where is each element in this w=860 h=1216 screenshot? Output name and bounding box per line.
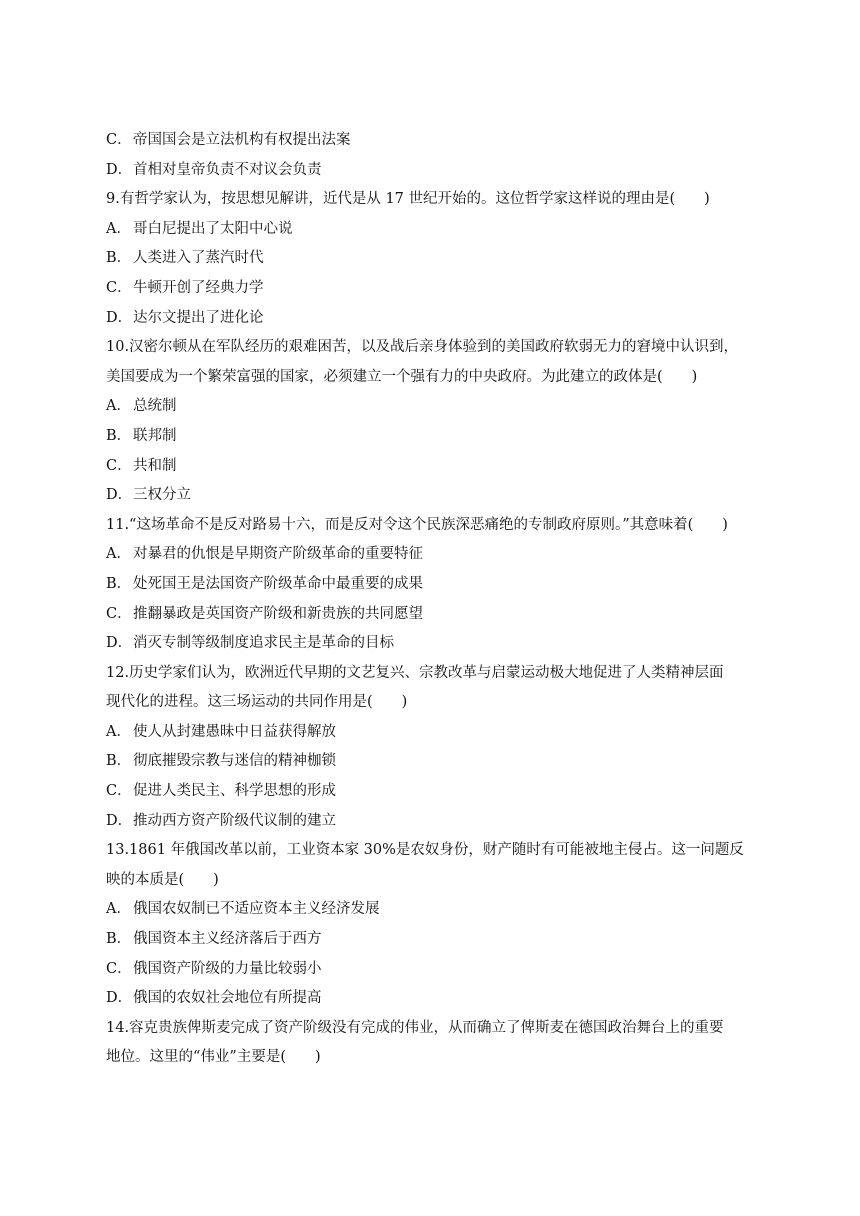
question-stem <box>106 333 762 392</box>
option-letter: C． <box>106 605 132 622</box>
option-text: 彻底摧毁宗教与迷信的精神枷锁 <box>133 753 336 770</box>
option-letter: A． <box>106 723 131 740</box>
question-text-line: 13.1861 年俄国改革以前，工业资本家 30%是农奴身份，财产随时有可能被地主侵占。这一问题反 <box>106 842 744 859</box>
answer-option <box>106 540 762 570</box>
option-text: 达尔文提出了进化论 <box>133 309 264 326</box>
answer-option <box>106 718 762 748</box>
option-letter: B． <box>106 931 132 948</box>
option-text: 人类进入了蒸汽时代 <box>133 250 264 267</box>
option-letter: A． <box>106 546 131 563</box>
option-letter: A． <box>106 220 131 237</box>
option-letter: D． <box>106 635 133 652</box>
option-letter: B． <box>106 250 132 267</box>
answer-option <box>106 925 762 955</box>
answer-option <box>106 570 762 600</box>
answer-option <box>106 126 762 156</box>
answer-option <box>106 984 762 1014</box>
option-letter: B． <box>106 427 132 444</box>
answer-option <box>106 807 762 837</box>
option-text: 帝国国会是立法机构有权提出法案 <box>133 132 351 148</box>
option-text: 俄国的农奴社会地位有所提高 <box>133 990 322 1007</box>
option-text: 共和制 <box>133 457 177 474</box>
option-letter: C． <box>106 960 132 977</box>
option-text: 牛顿开创了经典力学 <box>133 279 264 296</box>
question-stem <box>106 185 762 215</box>
option-text: 总统制 <box>133 398 177 415</box>
answer-option <box>106 304 762 334</box>
option-text: 对暴君的仇恨是早期资产阶级革命的重要特征 <box>133 546 423 563</box>
answer-option <box>106 274 762 304</box>
question-text-line: 11.“这场革命不是反对路易十六，而是反对令这个民族深恶痛绝的专制政府原则。”其意味着( ) <box>106 516 728 533</box>
option-letter: D． <box>106 309 133 326</box>
answer-option <box>106 422 762 452</box>
option-letter: D． <box>106 812 133 829</box>
answer-option <box>106 747 762 777</box>
answer-option <box>106 392 762 422</box>
question-stem <box>106 836 762 895</box>
option-text: 俄国资本主义经济落后于西方 <box>133 931 322 948</box>
option-text: 俄国农奴制已不适应资本主义经济发展 <box>133 901 380 918</box>
answer-option <box>106 215 762 245</box>
answer-option <box>106 600 762 630</box>
option-text: 促进人类民主、科学思想的形成 <box>133 783 336 800</box>
option-text: 使人从封建愚昧中日益获得解放 <box>133 723 336 740</box>
option-letter: A． <box>106 398 131 415</box>
answer-option <box>106 156 762 186</box>
answer-option <box>106 955 762 985</box>
document-page <box>106 126 762 1073</box>
option-text: 哥白尼提出了太阳中心说 <box>133 220 293 237</box>
answer-option <box>106 452 762 482</box>
option-letter: C． <box>106 783 132 800</box>
question-text-line: 12.历史学家们认为，欧洲近代早期的文艺复兴、宗教改革与启蒙运动极大地促进了人类精神层面 <box>106 664 724 681</box>
option-letter: D． <box>106 487 133 504</box>
answer-option <box>106 777 762 807</box>
option-text: 首相对皇帝负责不对议会负责 <box>133 161 322 178</box>
answer-option <box>106 629 762 659</box>
answer-option <box>106 244 762 274</box>
option-letter: C． <box>106 279 132 296</box>
question-text-line: 10.汉密尔顿从在军队经历的艰难困苦，以及战后亲身体验到的美国政府软弱无力的窘境中认识到， <box>106 339 739 356</box>
answer-option <box>106 481 762 511</box>
answer-option <box>106 895 762 925</box>
question-text-line: 地位。这里的“伟业”主要是( ) <box>106 1049 321 1066</box>
question-text-line: 现代化的进程。这三场运动的共同作用是( ) <box>106 694 408 711</box>
option-text: 推翻暴政是英国资产阶级和新贵族的共同愿望 <box>133 605 423 622</box>
option-letter: C． <box>106 457 132 474</box>
option-text: 俄国资产阶级的力量比较弱小 <box>133 960 322 977</box>
question-stem <box>106 659 762 718</box>
question-text-line: 9.有哲学家认为，按思想见解讲，近代是从 17 世纪开始的。这位哲学家这样说的理由是( ) <box>106 191 710 208</box>
question-text-line: 映的本质是( ) <box>106 871 219 888</box>
option-letter: A． <box>106 901 131 918</box>
option-text: 消灭专制等级制度追求民主是革命的目标 <box>133 635 394 652</box>
question-text-line: 美国要成为一个繁荣富强的国家，必须建立一个强有力的中央政府。为此建立的政体是( ) <box>106 368 698 385</box>
question-stem <box>106 511 762 541</box>
option-letter: B． <box>106 753 132 770</box>
option-text: 三权分立 <box>133 487 191 504</box>
option-letter: C． <box>106 132 132 148</box>
option-text: 联邦制 <box>133 427 177 444</box>
question-text-line: 14.容克贵族俾斯麦完成了资产阶级没有完成的伟业，从而确立了俾斯麦在德国政治舞台上的重要 <box>106 1019 724 1036</box>
question-stem <box>106 1014 762 1073</box>
option-letter: D． <box>106 161 133 178</box>
option-text: 处死国王是法国资产阶级革命中最重要的成果 <box>133 575 423 592</box>
option-text: 推动西方资产阶级代议制的建立 <box>133 812 336 829</box>
option-letter: B． <box>106 575 132 592</box>
option-letter: D． <box>106 990 133 1007</box>
